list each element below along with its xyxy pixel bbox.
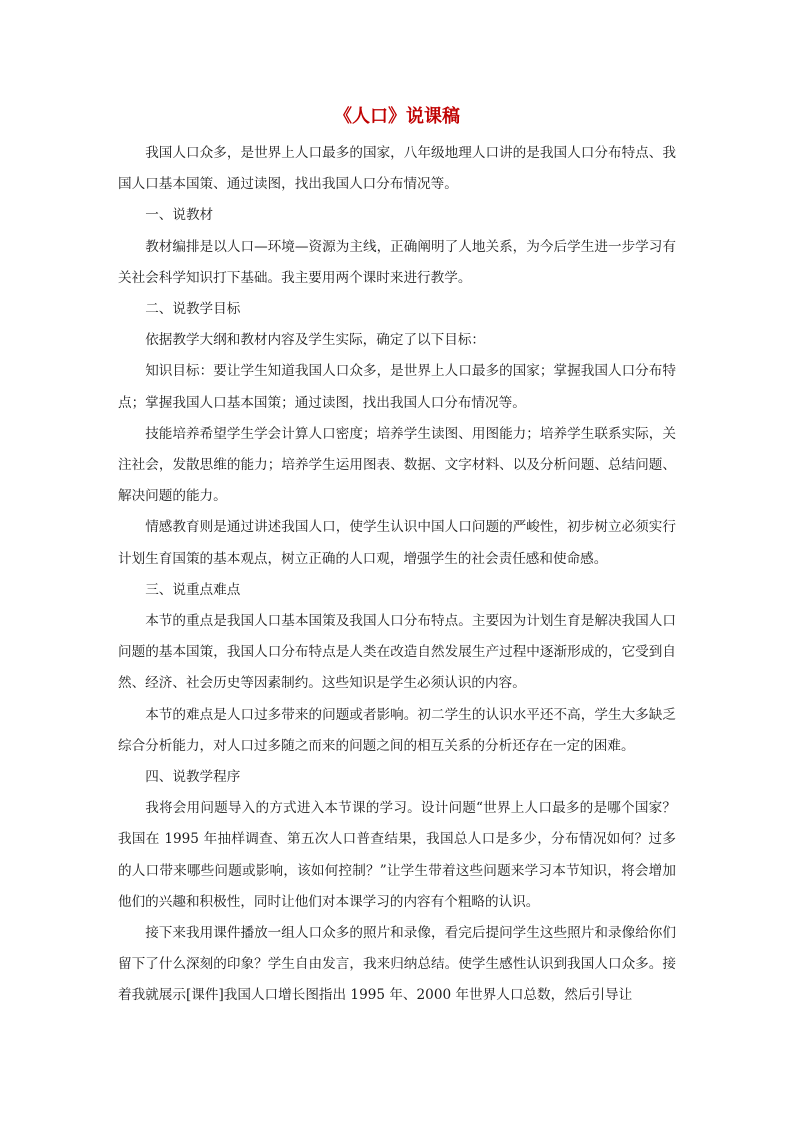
skill-objective-paragraph: 技能培养希望学生学会计算人口密度；培养学生读图、用图能力；培养学生联系实际，关注社会，发散思维的能力；培养学生运用图表、数据、文字材料、以及分析问题、总结问题、解决问题的能力。 [118,425,676,505]
section-heading-objectives: 二、说教学目标 [145,301,241,318]
procedure-intro-paragraph: 我将会用问题导入的方式进入本节课的学习。设计问题“世界上人口最多的是哪个国家？我国在 1995 年抽样调查、第五次人口普查结果，我国总人口是多少，分布情况如何？过多的人口带来哪些问题或影响，该如何控制？”让学生带着这些问题来学习本节知识，将会增加他们的兴趣和积极性，同时让他们对本课学习的内容有个粗略的认识。 [118,800,676,910]
key-point-paragraph: 本节的重点是我国人口基本国策及我国人口分布特点。主要因为计划生育是解决我国人口问题的基本国策，我国人口分布特点是人类在改造自然发展生产过程中逐渐形成的，它受到自然、经济、社会历史等因素制约。这些知识是学生必须认识的内容。 [118,613,676,692]
emotion-objective-paragraph: 情感教育则是通过讲述我国人口，使学生认识中国人口问题的严峻性，初步树立必须实行计划生育国策的基本观点，树立正确的人口观，增强学生的社会责任感和使命感。 [118,519,676,567]
section-heading-key-points: 三、说重点难点 [145,581,241,598]
document-title: 《人口》说课稿 [334,106,460,127]
section-heading-textbook: 一、说教材 [145,207,214,224]
difficulty-paragraph: 本节的难点是人口过多带来的问题或者影响。初二学生的认识水平还不高，学生大多缺乏综合分析能力，对人口过多随之而来的问题之间的相互关系的分析还存在一定的困难。 [118,706,676,754]
intro-paragraph: 我国人口众多，是世界上人口最多的国家，八年级地理人口讲的是我国人口分布特点、我国人口基本国策、通过读图，找出我国人口分布情况等。 [118,145,676,193]
knowledge-objective-paragraph: 知识目标：要让学生知道我国人口众多，是世界上人口最多的国家；掌握我国人口分布特点；掌握我国人口基本国策；通过读图，找出我国人口分布情况等。 [118,363,676,411]
objectives-intro-paragraph: 依据教学大纲和教材内容及学生实际，确定了以下目标： [145,332,486,349]
section-heading-procedure: 四、说教学程序 [145,769,241,786]
textbook-paragraph: 教材编排是以人口—环境—资源为主线，正确阐明了人地关系，为今后学生进一步学习有关社会科学知识打下基础。我主要用两个课时来进行教学。 [118,238,676,286]
procedure-next-paragraph: 接下来我用课件播放一组人口众多的照片和录像，看完后提问学生这些照片和录像给你们留下了什么深刻的印象？学生自由发言，我来归纳总结。使学生感性认识到我国人口众多。接着我就展示[课件]我国人口增长图指出 1995 年、2000 年世界人口总数，然后引导让 [118,925,676,1004]
document-page [118,98,676,1012]
